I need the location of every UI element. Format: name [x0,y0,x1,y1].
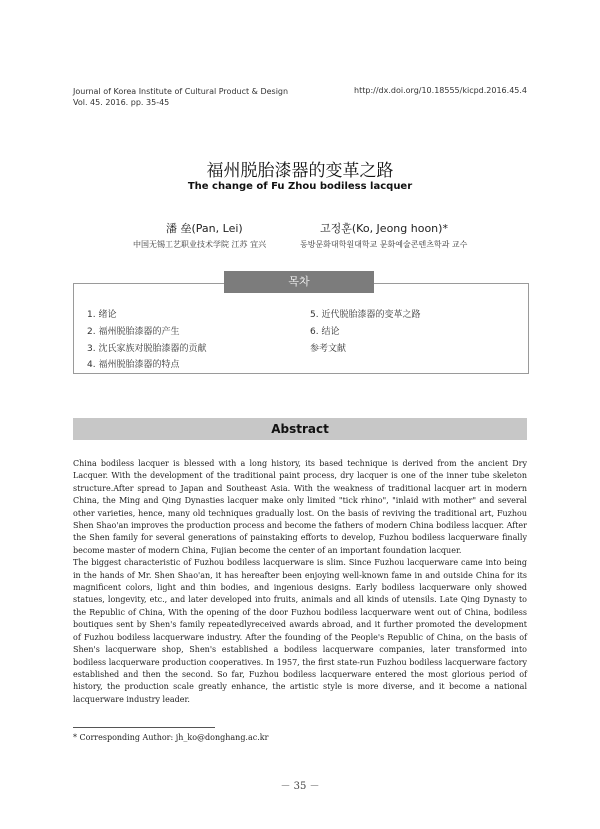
author-1-name: 潘 垒(Pan, Lei) [166,222,243,235]
toc-item: 2. 福州脱胎漆器的产生 [87,327,180,337]
corresponding-author-footnote: * Corresponding Author: jh_ko@donghang.ac.kr [73,733,269,742]
paper-title-english: The change of Fu Zhou bodiless lacquer [187,181,413,192]
toc-item: 5. 近代脱胎漆器的变革之路 [310,310,421,320]
journal-volume: Vol. 45. 2016. pp. 35-45 [73,98,170,107]
toc-heading: 목차 [224,271,374,293]
toc-item: 1. 绪论 [87,310,117,320]
paper-title-chinese: 福州脱胎漆器的变革之路 [206,161,394,181]
doi-link[interactable]: http://dx.doi.org/10.18555/kicpd.2016.45.4 [354,86,527,95]
toc-item: 6. 结论 [310,327,340,337]
toc-item: 参考文献 [310,344,347,354]
journal-info [73,86,288,108]
abstract-heading: Abstract [73,418,527,440]
toc-item: 4. 福州脱胎漆器的特点 [87,360,180,370]
journal-name: Journal of Korea Institute of Cultural Product & Design [73,87,289,96]
page-number: － 35 － [280,781,320,792]
abstract-paragraph: China bodiless lacquer is blessed with a long history, its based technique is derived from the ancient Dry Lacquer. With the development of the traditional paint process, dry lacquer is one of the inner tube skeleton structure.After spread to Japan and Southeast Asia. With the weakness of traditional lacquer art in modern China, the Ming and Qing Dynasties lacquer make only limited "tick rhino", "inlaid with mother" and several other varieties, hence, many old techniques gradually lost. On the basis of reviving the traditional art, Fuzhou Shen Shao'an improves the production process and become the fathers of modern China bodiless lacquer. After the Shen family for several generations of painstaking efforts to develop, Fuzhou bodiless lacquerware finally become master of modern China, Fujian become the center of an important foundation lacquer. [73,459,527,555]
author-1-affiliation: 中国无锡工艺职业技术学院 江苏 宜兴 [133,240,267,249]
author-2-affiliation: 동방문화대학원대학교 문화예술콘텐츠학과 교수 [300,240,468,249]
author-2-name: 고정훈(Ko, Jeong hoon)* [320,222,448,235]
abstract-body [73,458,527,706]
abstract-paragraph: The biggest characteristic of Fuzhou bodiless lacquerware is slim. Since Fuzhou lacquerware came into being in the hands of Mr. Shen Shao'an, it has hereafter been enjoying well-known fame in and outside China for its magnificent colors, light and thin bodies, and ingenious designs. Early bodiless lacquerware only showed statues, longevity, etc., and later developed into fruits, animals and all kinds of utensils. Late Qing Dynasty to the Republic of China, With the opening of the door Fuzhou bodiless lacquerware went out of China, bodiless boutiques sent by Shen's family repeatedlyreceived awards abroad, and it further promoted the development of Fuzhou bodiless lacquerware industry. After the founding of the People's Republic of China, on the basis of Shen's lacquerware shop, Shen's established a bodiless lacquerware companies, later transformed into bodiless lacquerware production cooperatives. In 1957, the first state-run Fuzhou bodiless lacquerware factory established and then the second. So far, Fuzhou bodiless lacquerware entered the most glorious period of history, the production scale greatly enhance, the artistic style is more diverse, and it become a national lacquerware industry leader. [73,558,527,704]
toc-item: 3. 沈氏家族对脱胎漆器的贡献 [87,344,207,354]
footnote-divider [73,727,215,728]
